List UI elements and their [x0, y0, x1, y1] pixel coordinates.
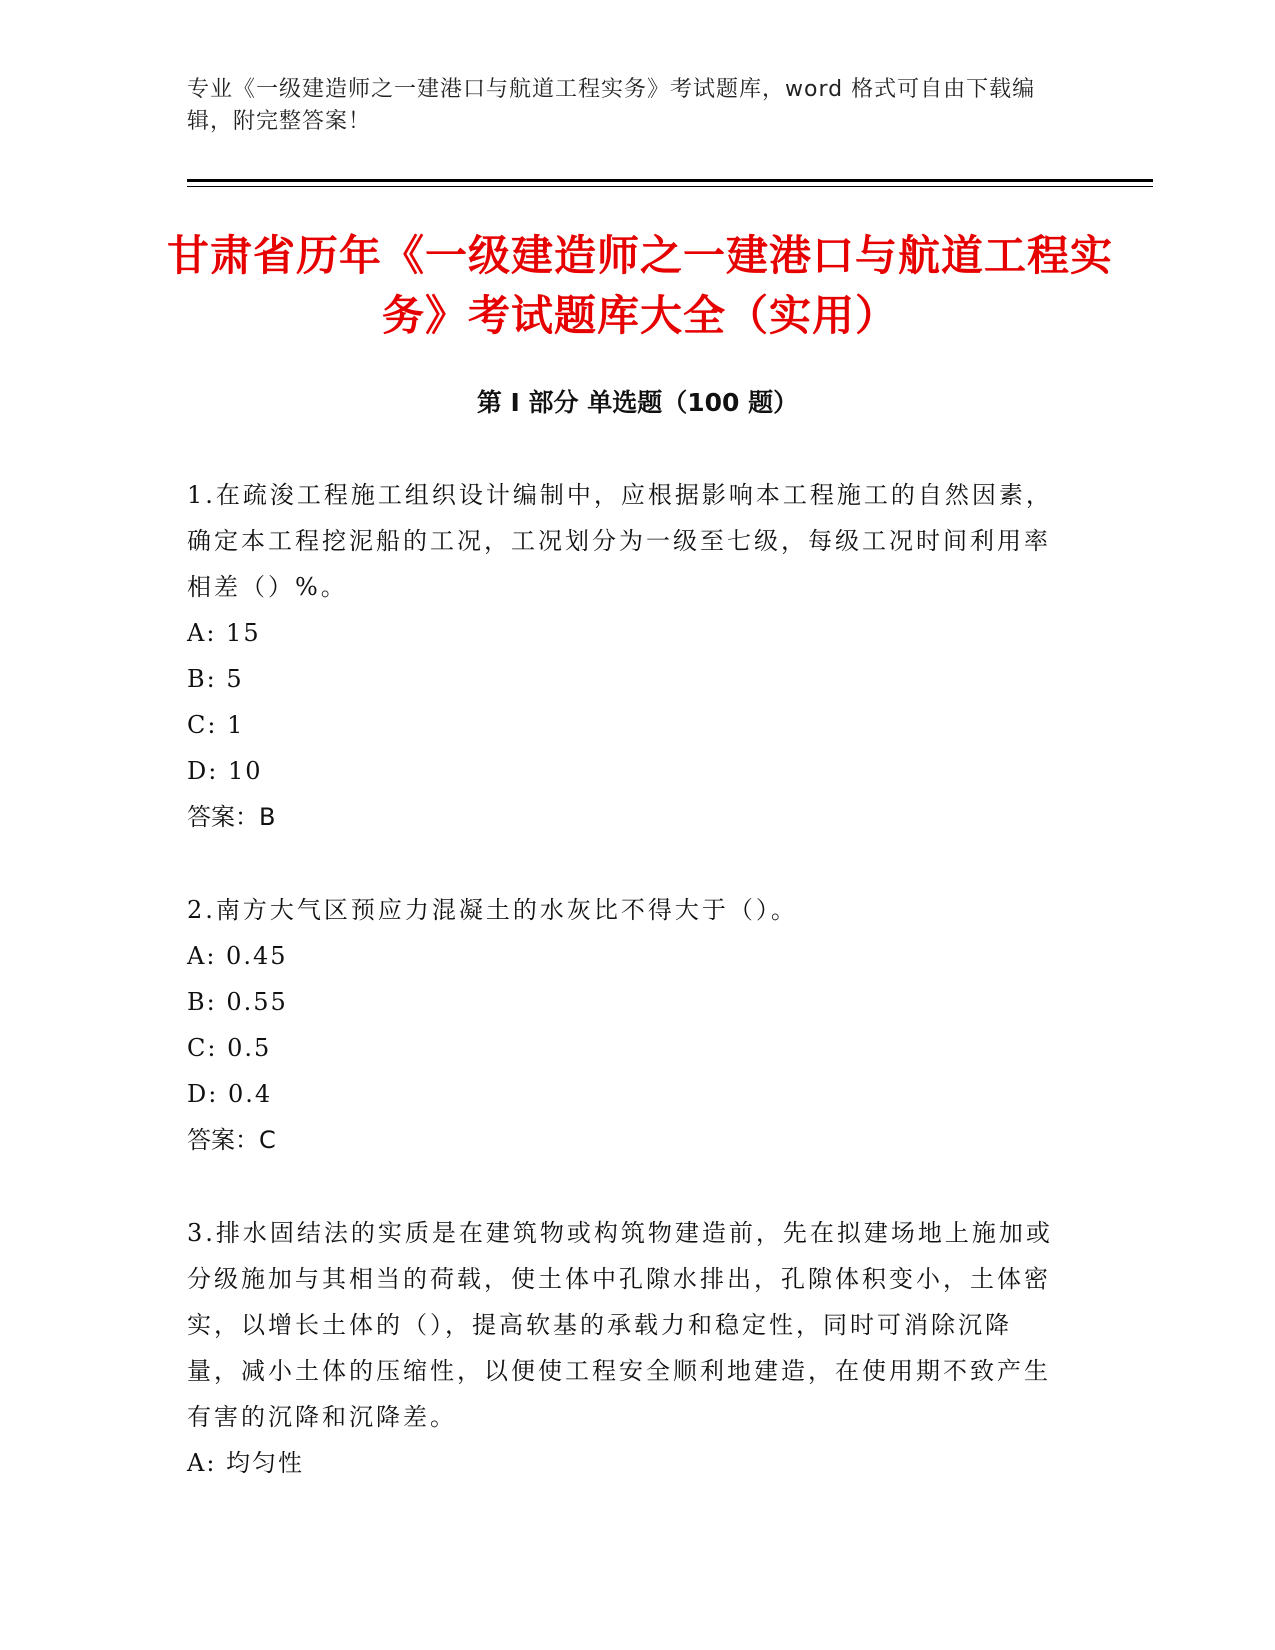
option-b: B: 5 [187, 665, 244, 693]
option-c: C: 1 [187, 711, 245, 739]
option-b: B: 0.55 [187, 988, 288, 1016]
option-d: D: 10 [187, 757, 263, 785]
question-text: 3.排水固结法的实质是在建筑物或构筑物建造前，先在拟建场地上施加或分级施加与其相当的荷载，使土体中孔隙水排出，孔隙体积变小，土体密实，以增长土体的（），提高软基的承载力和稳定性，同时可消除沉降量，减小土体的压缩性，以便使工程安全顺利地建造，在使用期不致产生有害的沉降和沉降差。 [187, 1219, 1053, 1431]
option-c: C: 0.5 [187, 1034, 272, 1062]
option-a: A: 15 [187, 619, 261, 647]
question-text: 2.南方大气区预应力混凝土的水灰比不得大于（）。 [187, 896, 798, 924]
header-rule-thick [187, 179, 1153, 182]
question-1 [187, 472, 1057, 840]
option-a: A: 均匀性 [187, 1449, 305, 1477]
header-note: 专业《一级建造师之一建港口与航道工程实务》考试题库，word 格式可自由下载编辑，附完整答案！ [187, 77, 1036, 134]
section-title: 第 I 部分 单选题（100 题） [476, 388, 799, 417]
question-text: 1.在疏浚工程施工组织设计编制中，应根据影响本工程施工的自然因素，确定本工程挖泥船的工况，工况划分为一级至七级，每级工况时间利用率相差（）%。 [187, 481, 1053, 601]
document-title: 甘肃省历年《一级建造师之一建港口与航道工程实务》考试题库大全（实用） [166, 231, 1113, 340]
question-list [187, 472, 1057, 1533]
answer: 答案：C [187, 1126, 276, 1154]
answer: 答案：B [187, 803, 276, 831]
option-d: D: 0.4 [187, 1080, 273, 1108]
option-a: A: 0.45 [187, 942, 288, 970]
question-2 [187, 887, 1057, 1163]
question-3 [187, 1210, 1057, 1486]
header-rule-thin [187, 186, 1153, 187]
